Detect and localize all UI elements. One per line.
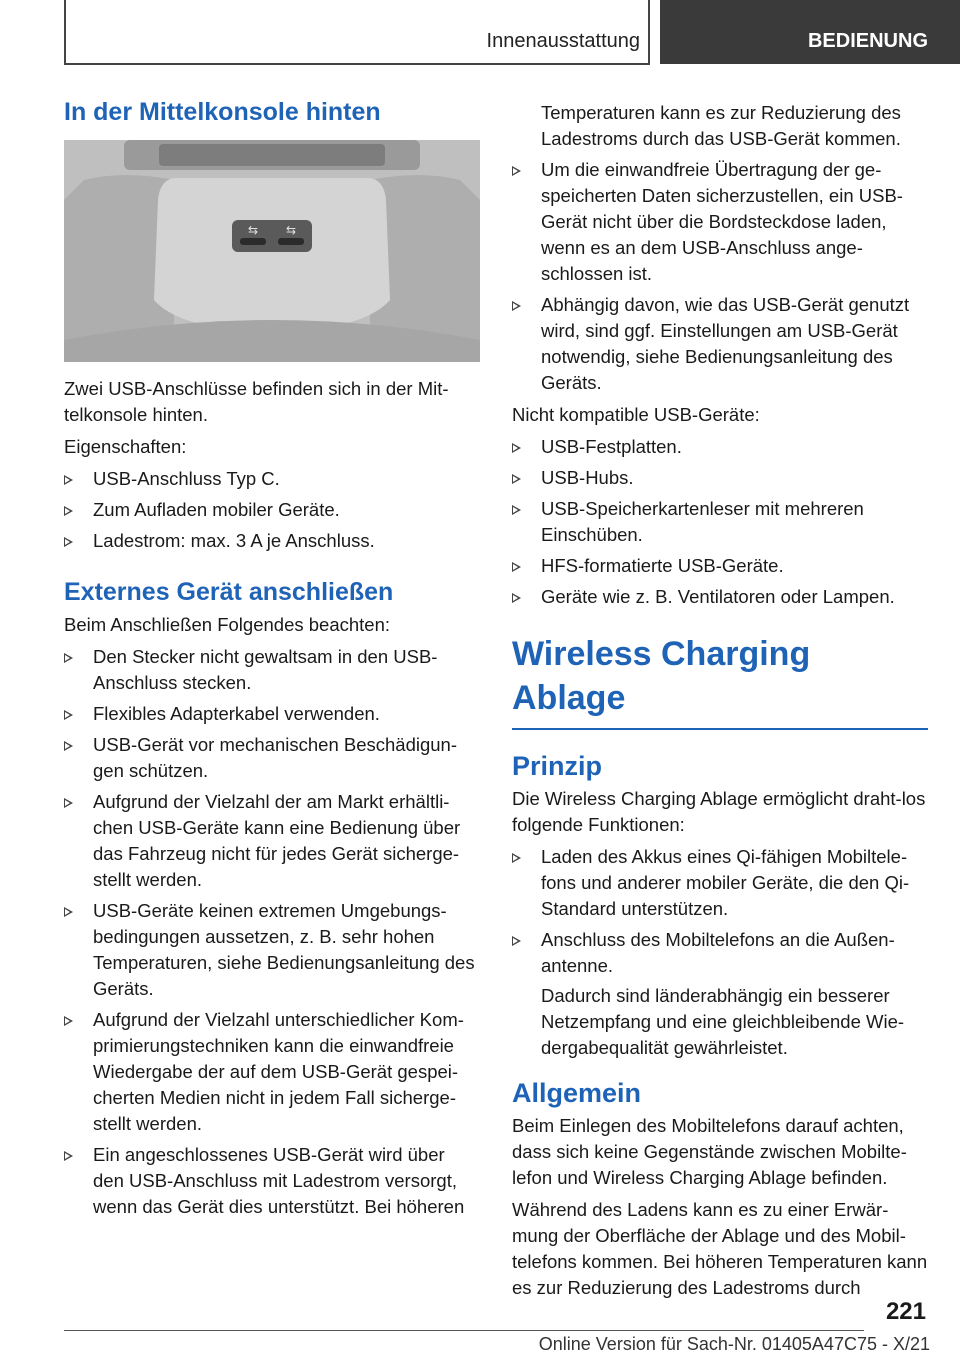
page-number: 221 [885, 1298, 926, 1325]
prinzip-intro-text: Die Wireless Charging Ablage ermöglicht draht-los folgende Funktionen: [512, 788, 926, 835]
heading-prinzip: Prinzip [512, 751, 603, 781]
footer-rule [64, 1330, 864, 1331]
list-item: Den Stecker nicht gewaltsam in den USB-Anschluss stecken. [64, 644, 480, 696]
list-item: USB-Hubs. [512, 465, 928, 491]
list-item: HFS-formatierte USB-Geräte. [512, 553, 928, 579]
heading-allgemein: Allgemein [512, 1078, 642, 1108]
heading-mittelkonsole: In der Mittelkonsole hinten [64, 98, 381, 126]
header-rule-bottom [64, 63, 650, 65]
list-item: Ladestrom: max. 3 A je Anschluss. [64, 528, 480, 554]
properties-label: Eigenschaften: [64, 436, 187, 457]
list-item: Zum Aufladen mobiler Geräte. [64, 497, 480, 523]
list-item: Abhängig davon, wie das USB-Gerät genutzt wird, sind ggf. Einstellungen am USB-Gerät notwendig, siehe Bedienungsanleitung des Geräts. [512, 292, 928, 396]
triangle-bullet-icon [64, 798, 73, 808]
svg-text:⇆: ⇆ [247, 223, 259, 237]
header-rule-divider [648, 0, 650, 64]
allgemein-paragraph-2: Während des Ladens kann es zu einer Erwär-mung der Oberfläche der Ablage und des Mobil-telefons kommen. Bei höheren Temperaturen kann es zur Reduzierung des Ladestroms durch [512, 1199, 928, 1298]
prinzip-sub-text: Dadurch sind länderabhängig ein besserer Netzempfang und eine gleichbleibende Wie-dergabequalität gewährleistet. [541, 985, 905, 1058]
triangle-bullet-icon [512, 505, 521, 515]
connect-list [64, 644, 480, 1220]
header-chapter-tab [660, 0, 960, 64]
triangle-bullet-icon [64, 741, 73, 751]
list-item: Aufgrund der Vielzahl unterschiedlicher Kom-primierungstechniken kann die einwandfreie Wiedergabe der auf dem USB-Gerät gespei-cherten Medien nicht in jedem Fall sicherge-stellt werden. [64, 1007, 480, 1137]
right-column [512, 100, 928, 1307]
allgemein-paragraph-1: Beim Einlegen des Mobiltelefons darauf achten, dass sich keine Gegenstände zwischen Mobilte-lefon und Wireless Charging Ablage befinden. [512, 1115, 907, 1188]
triangle-bullet-icon [512, 443, 521, 453]
incompatible-list [512, 434, 928, 610]
list-item: USB-Gerät vor mechanischen Beschädigun-gen schützen. [64, 732, 480, 784]
footer-text: Online Version für Sach-Nr. 01405A47C75 - X/21 [538, 1334, 930, 1354]
usb-ports-illustration [64, 140, 480, 362]
triangle-bullet-icon [64, 1016, 73, 1026]
list-item: USB-Geräte keinen extremen Umgebungs-bedingungen aussetzen, z. B. sehr hohen Temperaturen, siehe Bedienungsanleitung des Geräts. [64, 898, 480, 1002]
properties-list [64, 466, 480, 554]
triangle-bullet-icon [512, 936, 521, 946]
triangle-bullet-icon [512, 853, 521, 863]
header-chapter-label: BEDIENUNG [807, 30, 928, 52]
usb-ports-photo [64, 140, 480, 362]
list-item: Geräte wie z. B. Ventilatoren oder Lampen. [512, 584, 928, 610]
triangle-bullet-icon [64, 710, 73, 720]
list-item: Anschluss des Mobiltelefons an die Außen-antenne. Dadurch sind länderabhängig ein besserer Netzempfang und eine gleichbleibende Wie-dergabequalität gewährleistet. [512, 927, 928, 1061]
heading-wireless-charging: Wireless Charging Ablage [512, 632, 928, 730]
triangle-bullet-icon [64, 506, 73, 516]
triangle-bullet-icon [64, 907, 73, 917]
list-item: Aufgrund der Vielzahl der am Markt erhältli-chen USB-Geräte kann eine Bedienung über das Fahrzeug nicht für jedes Gerät sicherge-stellt werden. [64, 789, 480, 893]
triangle-bullet-icon [512, 301, 521, 311]
header-rule-left [64, 0, 66, 64]
list-item: USB-Speicherkartenleser mit mehreren Einschüben. [512, 496, 928, 548]
list-item: USB-Anschluss Typ C. [64, 466, 480, 492]
header-section-title: Innenausstattung [486, 30, 640, 52]
triangle-bullet-icon [512, 562, 521, 572]
list-item: Ein angeschlossenes USB-Gerät wird über den USB-Anschluss mit Ladestrom versorgt, wenn das Gerät dies unterstützt. Bei höheren [64, 1142, 480, 1220]
triangle-bullet-icon [64, 475, 73, 485]
svg-text:⇆: ⇆ [285, 223, 297, 237]
connect-intro-text: Beim Anschließen Folgendes beachten: [64, 614, 391, 635]
list-item-continued: Temperaturen kann es zur Reduzierung des Ladestroms durch das USB-Gerät kommen. [541, 102, 901, 149]
triangle-bullet-icon [512, 166, 521, 176]
list-item: Flexibles Adapterkabel verwenden. [64, 701, 480, 727]
list-item: Um die einwandfreie Übertragung der ge-speicherten Daten sicherzustellen, ein USB-Gerät nicht über die Bordsteckdose laden, wenn es an dem USB-Anschluss ange-schlossen ist. [512, 157, 928, 287]
usb-intro-text: Zwei USB-Anschlüsse befinden sich in der Mit-telkonsole hinten. [64, 378, 449, 425]
list-item: USB-Festplatten. [512, 434, 928, 460]
incompatible-label: Nicht kompatible USB-Geräte: [512, 404, 760, 425]
list-item: Laden des Akkus eines Qi-fähigen Mobiltele-fons und anderer mobiler Geräte, die den Qi-Standard unterstützen. [512, 844, 928, 922]
triangle-bullet-icon [64, 653, 73, 663]
heading-externes-geraet: Externes Gerät anschließen [64, 578, 394, 606]
left-column [64, 96, 480, 1226]
connect-list-continued [512, 100, 928, 396]
triangle-bullet-icon [64, 537, 73, 547]
triangle-bullet-icon [512, 474, 521, 484]
triangle-bullet-icon [512, 593, 521, 603]
prinzip-list [512, 844, 928, 1061]
triangle-bullet-icon [64, 1151, 73, 1161]
